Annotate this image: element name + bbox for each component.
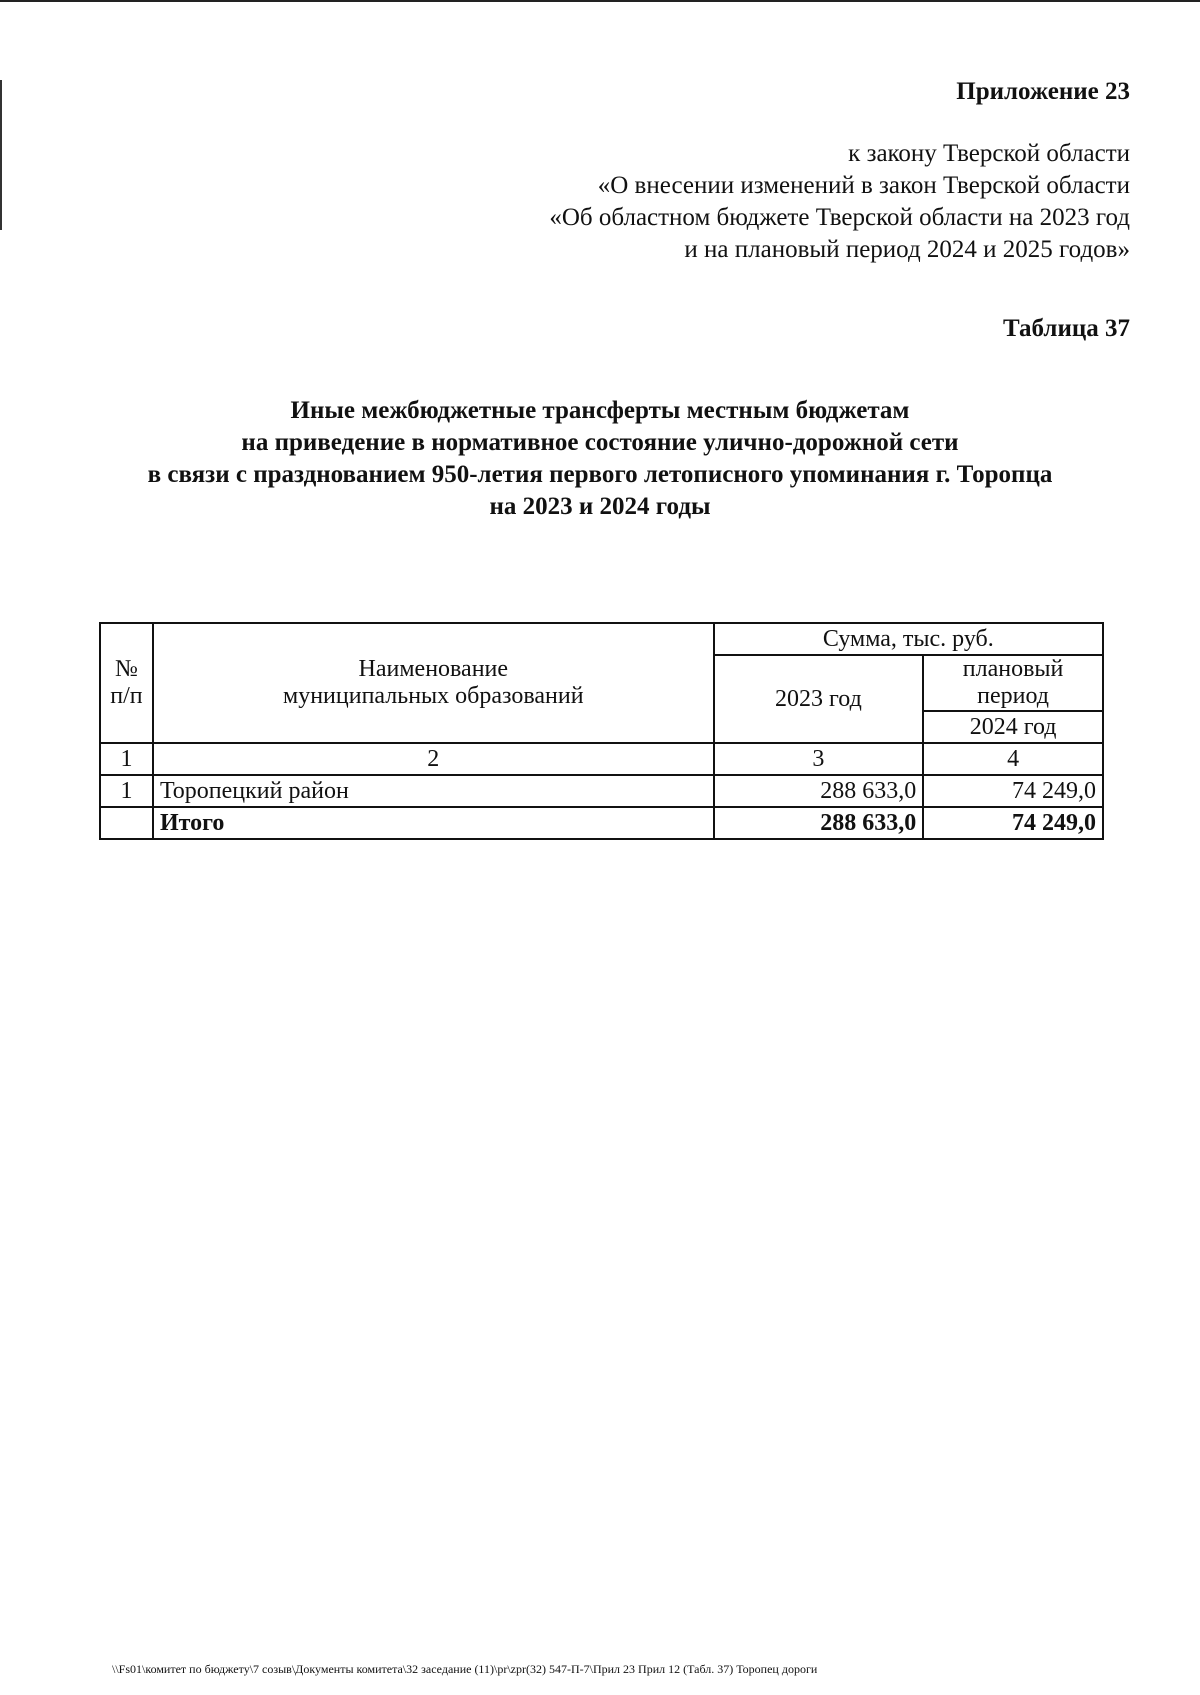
document-title-line: на приведение в нормативное состояние улично-дорожной сети: [241, 429, 959, 456]
document-title-line: на 2023 и 2024 годы: [489, 493, 711, 520]
total-number-empty: [100, 807, 153, 839]
total-amount-2023: 288 633,0: [714, 807, 924, 839]
law-reference-line: «О внесении изменений в закон Тверской области: [597, 172, 1130, 199]
law-reference: [549, 138, 1130, 266]
header-2024-cell: 2024 год: [923, 711, 1103, 743]
table-header-row: [100, 623, 1103, 655]
header-number-line2: п/п: [110, 683, 143, 709]
row-amount-2023: 288 633,0: [714, 775, 924, 807]
header-sum-cell: Сумма, тыс. руб.: [714, 623, 1103, 655]
file-path-footer: \\Fs01\комитет по бюджету\7 созыв\Документы комитета\32 заседание (11)\pr\zpr(32) 547-П-7\Прил 23 Прил 12 (Табл. 37) Торопец дороги: [112, 1662, 818, 1676]
total-label: Итого: [153, 807, 714, 839]
table-total-row: [100, 807, 1103, 839]
document-title-line: в связи с празднованием 950-летия первого летописного упоминания г. Торопца: [147, 461, 1053, 488]
header-number-line1: №: [115, 656, 138, 682]
numbering-cell: 4: [923, 743, 1103, 775]
row-number: 1: [100, 775, 153, 807]
row-amount-2024: 74 249,0: [923, 775, 1103, 807]
header-name-line2: муниципальных образований: [283, 683, 584, 709]
table-row: [100, 775, 1103, 807]
numbering-cell: 2: [153, 743, 714, 775]
header-2023-cell: 2023 год: [714, 655, 924, 743]
header-name-line1: Наименование: [358, 656, 509, 682]
law-reference-line: к закону Тверской области: [848, 140, 1130, 167]
law-reference-line: и на плановый период 2024 и 2025 годов»: [684, 236, 1130, 263]
header-name-cell: [153, 623, 714, 743]
total-amount-2024: 74 249,0: [923, 807, 1103, 839]
appendix-label: Приложение 23: [956, 78, 1130, 105]
table-numbering-row: [100, 743, 1103, 775]
scan-edge-top: [0, 0, 1200, 2]
law-reference-line: «Об областном бюджете Тверской области на 2023 год: [549, 204, 1130, 231]
scan-edge-left: [0, 80, 2, 230]
document-title: [0, 395, 1200, 523]
header-number-cell: [100, 623, 153, 743]
table-number: Таблица 37: [1002, 315, 1130, 342]
document-title-line: Иные межбюджетные трансферты местным бюджетам: [290, 397, 910, 424]
header-planned-cell: плановый период: [923, 655, 1103, 711]
numbering-cell: 1: [100, 743, 153, 775]
row-municipality: Торопецкий район: [153, 775, 714, 807]
numbering-cell: 3: [714, 743, 924, 775]
transfers-table: [99, 622, 1104, 840]
